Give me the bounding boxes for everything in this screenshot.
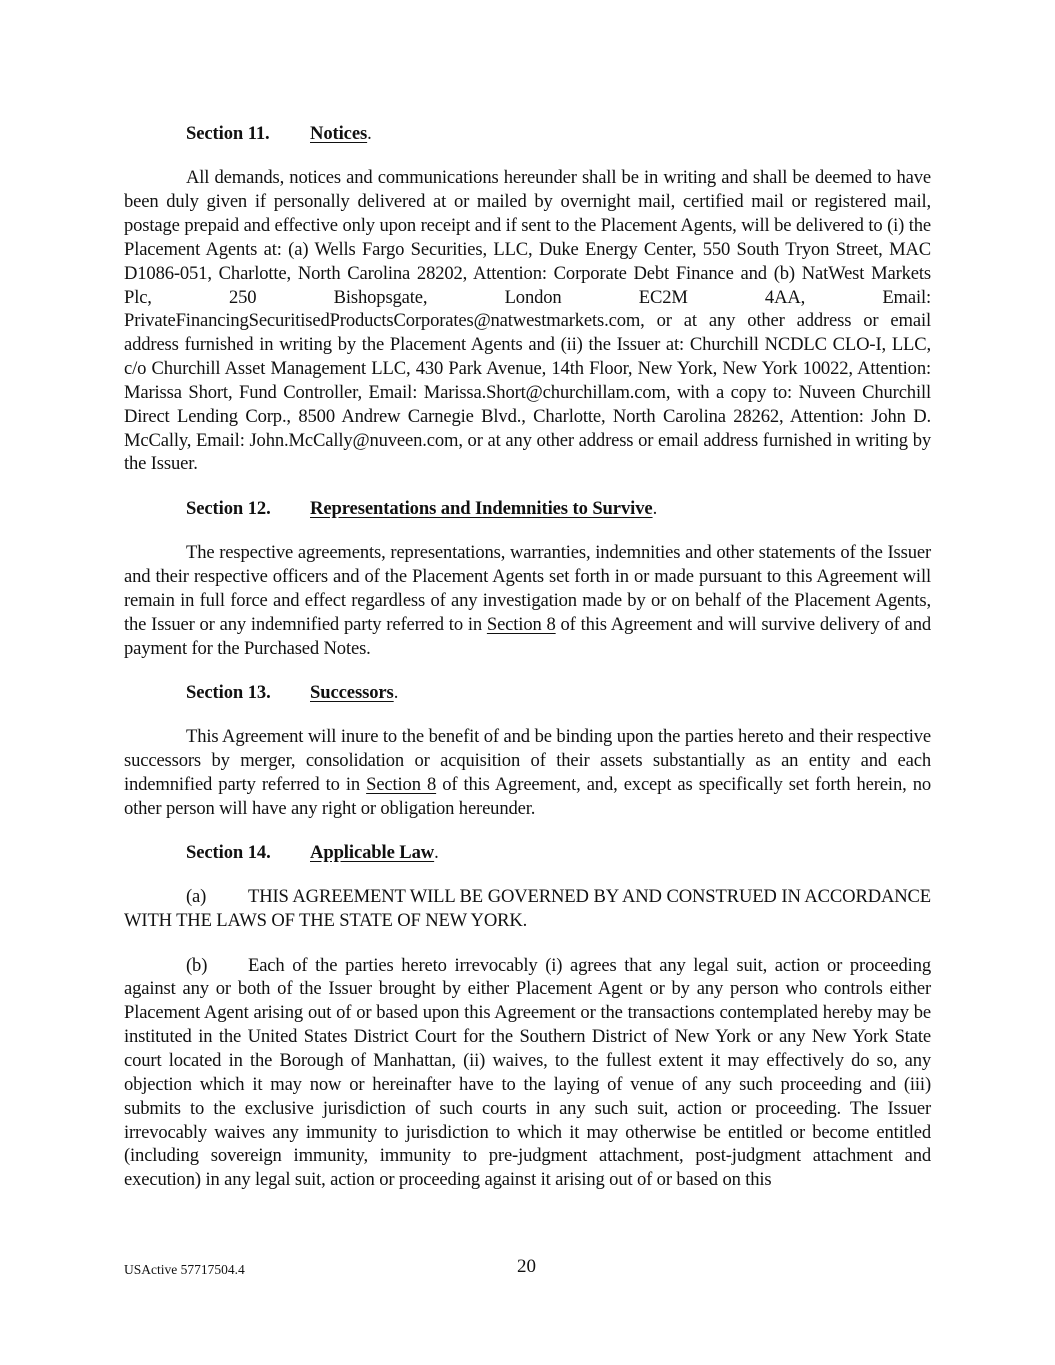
- section-11-body: All demands, notices and communications hereunder shall be in writing and shall be deemed to have been duly given if personally delivered at or mailed by overnight mail, certified mail or registered mail, postage prepaid and effective only upon receipt and if sent to the Placement Agents, will be delivered to (i) the Placement Agents at: (a) Wells Fargo Securities, LLC, Duke Energy Center, 550 South Tryon Street, MAC D1086-051, Charlotte, North Carolina 28202, Attention: Corporate Debt Finance and (b) NatWest Markets Plc, 250 Bishopsgate, London EC2M 4AA, Email: PrivateFinancingSecuritisedProductsCorporates@natwestmarkets.com, or at any other address or email address furnished in writing by the Placement Agents and (ii) the Issuer at: Churchill NCDLC CLO-I, LLC, c/o Churchill Asset Management LLC, 430 Park Avenue, 14th Floor, New York, New York 10022, Attention: Marissa Short, Fund Controller, Email: Marissa.Short@churchillam.com, with a copy to: Nuveen Churchill Direct Lending Corp., 8500 Andrew Carnegie Blvd., Charlotte, North Carolina 28262, Attention: John D. McCally, Email: John.McCally@nuveen.com, or at any other address or email address furnished in writing by the Issuer.: [124, 167, 931, 475]
- section-11-heading: [124, 122, 931, 146]
- body-text: of this Agreement, and, except as specifically set forth herein, no other person will have any right or obligation hereunder.: [124, 773, 931, 819]
- body-text: The respective agreements, representations, warranties, indemnities and other statements of the Issuer and their respective officers and of the Placement Agents set forth in or made pursuant to this Agreement will remain in full force and effect regardless of any investigation made by or on behalf of the Placement Agents, the Issuer or any indemnified party referred to in: [124, 542, 931, 635]
- document-id: USActive 57717504.4: [124, 1262, 245, 1277]
- section-title-period: .: [367, 123, 372, 144]
- section-title-period: .: [393, 681, 399, 703]
- section-12-body: [124, 541, 931, 660]
- clause-text: THIS AGREEMENT WILL BE GOVERNED BY AND CONSTRUED IN ACCORDANCE WITH THE LAWS OF THE STATE OF NEW YORK.: [124, 886, 931, 932]
- section-14-heading: [124, 841, 931, 865]
- section-title: Notices: [310, 123, 368, 144]
- page-number: 20: [517, 1256, 536, 1277]
- section-13-body: [124, 725, 931, 820]
- section-number: Section 13.: [186, 681, 271, 703]
- clause-label: (a): [186, 886, 207, 908]
- section-13-heading: [124, 681, 931, 705]
- section-number: Section 11.: [186, 123, 270, 144]
- body-text: of this Agreement and will survive delivery of and payment for the Purchased Notes.: [124, 613, 931, 659]
- section-8-reference: Section 8: [486, 613, 556, 635]
- section-title: Successors: [310, 681, 394, 703]
- section-8-reference: Section 8: [366, 773, 437, 795]
- section-title: Applicable Law: [310, 842, 435, 864]
- section-number: Section 12.: [186, 497, 271, 519]
- section-number: Section 14.: [186, 842, 271, 864]
- body-text: This Agreement will inure to the benefit of and be binding upon the parties hereto and their respective successors by merger, consolidation or acquisition of their assets substantially as an entity and each indemnified party referred to in: [124, 726, 931, 795]
- clause-text: Each of the parties hereto irrevocably (i) agrees that any legal suit, action or proceeding against any or both of the Issuer brought by either Placement Agent or by any person who controls either Placement Agent arising out of or based upon this Agreement or the transactions contemplated hereby may be instituted in the United States District Court for the Southern District of New York or any New York State court located in the Borough of Manhattan, (ii) waives, to the fullest extent it may effectively do so, any objection which it may now or hereinafter have to the laying of venue of any such proceeding and (iii) submits to the exclusive jurisdiction of such courts in any such suit, action or proceeding. The Issuer irrevocably waives any immunity to jurisdiction to which it may otherwise be entitled or become entitled (including sovereign immunity, immunity to pre-judgment attachment, post-judgment attachment and execution) in any legal suit, action or proceeding against it arising out of or based on this: [124, 954, 931, 1191]
- section-title-period: .: [434, 842, 439, 864]
- section-14-clause-b: [124, 954, 931, 1192]
- clause-label: (b): [186, 954, 208, 976]
- section-title-period: .: [652, 497, 658, 519]
- section-12-heading: [124, 497, 931, 521]
- document-page: [124, 122, 931, 1213]
- section-title: Representations and Indemnities to Survive: [310, 497, 653, 519]
- section-14-clause-a: [124, 885, 931, 933]
